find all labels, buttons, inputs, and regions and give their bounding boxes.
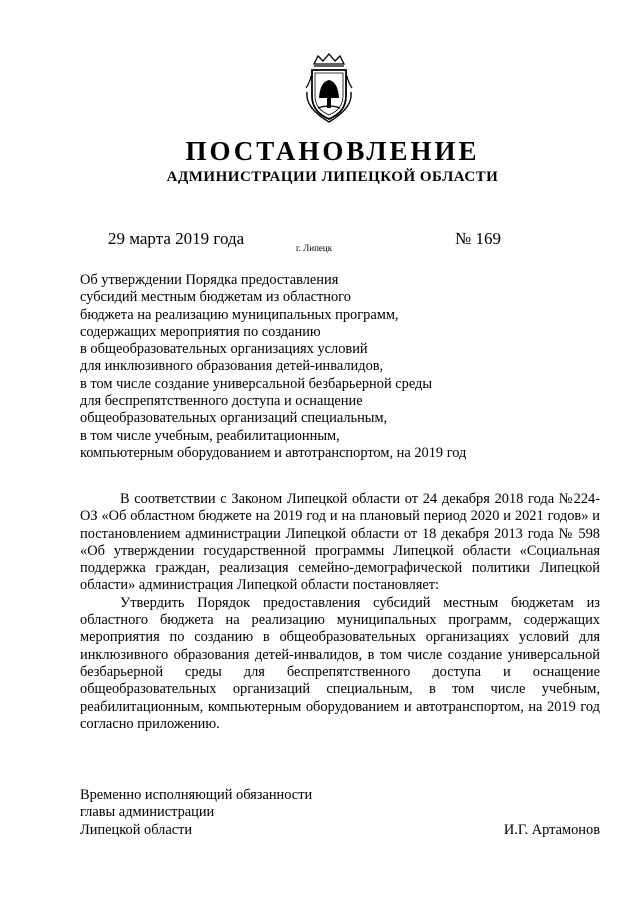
signature-block bbox=[80, 787, 600, 839]
document-title: ПОСТАНОВЛЕНИЕ bbox=[185, 136, 480, 166]
heading-line: для инклюзивного образования детей-инвалидов, bbox=[80, 358, 384, 375]
heading-line: Об утверждении Порядка предоставления bbox=[80, 272, 339, 288]
heading-line: в общеобразовательных организациях условий bbox=[80, 341, 368, 358]
body-paragraph: В соответствии с Законом Липецкой области от 24 декабря 2018 года №224-ОЗ «Об областном бюджете на 2019 год и на плановый период 2020 и 2021 годов» и постановлением администрации Липецкой области от 18 декабря 2013 года № 598 «Об утверждении государственной программы Липецкой области «Социальная поддержка граждан, реализация семейно-демографической политики Липецкой области» администрация Липецкой области постановляет: bbox=[80, 491, 600, 594]
heading-line: в том числе создание универсальной безбарьерной среды bbox=[80, 375, 433, 392]
heading-line: компьютерным оборудованием и автотранспортом, на 2019 год bbox=[80, 444, 467, 461]
coat-of-arms-icon bbox=[302, 52, 356, 124]
document-date: 29 марта 2019 года bbox=[108, 229, 245, 248]
signer-position-line: Липецкой области bbox=[80, 821, 193, 838]
signer-position-line: Временно исполняющий обязанности bbox=[80, 787, 313, 803]
heading-line: субсидий местным бюджетам из областного bbox=[80, 289, 351, 306]
heading-line: бюджета на реализацию муниципальных программ, bbox=[80, 306, 399, 323]
document-place: г. Липецк bbox=[296, 243, 333, 253]
heading-line: для беспрепятственного доступа и оснащение bbox=[80, 393, 363, 410]
document-heading bbox=[80, 272, 466, 462]
heading-line: содержащих мероприятия по созданию bbox=[80, 323, 321, 340]
body-paragraph: Утвердить Порядок предоставления субсидий местным бюджетам из областного бюджета на реализацию муниципальных программ, содержащих мероприятия по созданию в общеобразовательных организациях условий для инклюзивного образования детей-инвалидов, в том числе создание универсальной безбарьерной среды для беспрепятственного доступа и оснащение общеобразовательных организаций специальным, в том числе учебным, реабилитационным, компьютерным оборудованием и автотранспортом, на 2019 год согласно приложению. bbox=[80, 594, 600, 732]
document-body bbox=[80, 491, 600, 733]
heading-line: в том числе учебным, реабилитационным, bbox=[80, 427, 340, 444]
document-subtitle: АДМИНИСТРАЦИИ ЛИПЕЦКОЙ ОБЛАСТИ bbox=[166, 169, 499, 185]
signer-name: И.Г. Артамонов bbox=[503, 821, 600, 838]
heading-line: общеобразовательных организаций специальным, bbox=[80, 410, 388, 427]
document-number: № 169 bbox=[455, 229, 501, 248]
signer-position-line: главы администрации bbox=[80, 804, 215, 821]
